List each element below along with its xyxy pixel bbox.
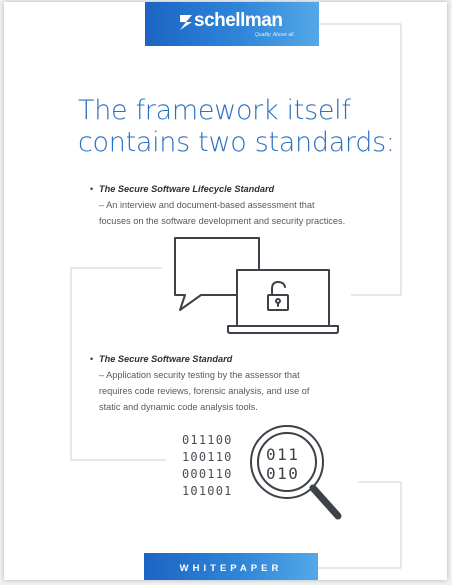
bullet-icon: • [90, 184, 94, 194]
magnifying-glass-icon [4, 2, 447, 580]
standard-name: The Secure Software Standard [99, 354, 233, 364]
magnified-binary-row: 010 [266, 464, 300, 483]
magnified-binary [266, 445, 299, 483]
standard-description-line: – An interview and document-based assessment that [99, 200, 315, 210]
binary-row: 101001 [182, 484, 233, 498]
standard-name: The Secure Software Lifecycle Standard [99, 184, 275, 194]
footer-label: WHITEPAPER [179, 563, 283, 574]
standard-description-line: requires code reviews, forensic analysis, and use of [99, 386, 310, 396]
document-page [4, 2, 447, 580]
binary-row: 100110 [182, 450, 233, 464]
bullet-icon: • [90, 354, 94, 364]
footer-label-tab [144, 553, 318, 580]
binary-row: 011100 [182, 433, 233, 447]
title-line-1: The framework itself [78, 95, 351, 126]
binary-row: 000110 [182, 467, 233, 481]
brand-tagline: Quality. Above all. [255, 32, 295, 38]
title-line-2: contains two standards: [78, 127, 395, 158]
standard-description-line: focuses on the software development and security practices. [99, 216, 346, 226]
magnified-binary-row: 011 [266, 445, 300, 464]
standard-description-line: static and dynamic code analysis tools. [99, 402, 258, 412]
brand-name: schellman [194, 10, 283, 31]
standard-description-line: – Application security testing by the assessor that [99, 370, 300, 380]
